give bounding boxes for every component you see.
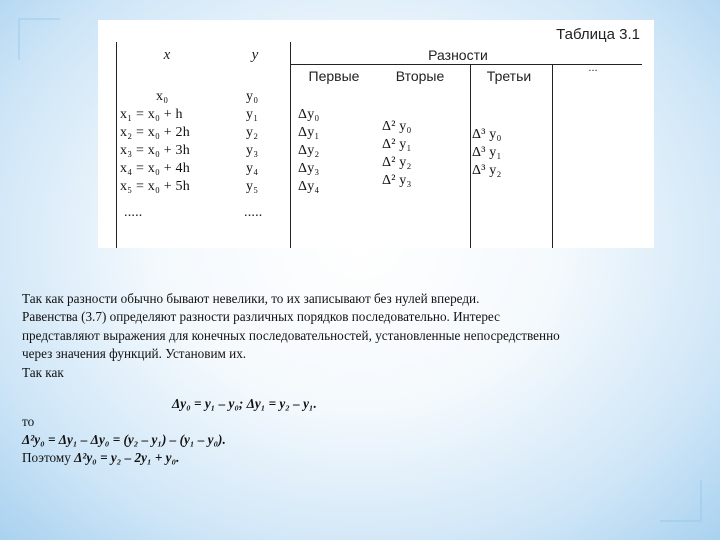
y-value: .....	[244, 205, 263, 220]
table-divider	[290, 42, 291, 248]
x-value: x₃ = x₀ + 3h	[120, 143, 190, 158]
second-difference: Δ² y₁	[382, 137, 412, 152]
word-then: то	[22, 414, 35, 429]
formula-conclusion	[22, 450, 179, 466]
paragraph-line: через значения функций. Установим их.	[22, 346, 247, 362]
first-difference: Δy₀	[298, 107, 320, 122]
y-value: y₃	[246, 143, 259, 158]
third-difference: Δ³ y₀	[472, 127, 502, 142]
table-divider	[470, 64, 471, 248]
y-value: y₁	[246, 107, 259, 122]
paragraph-line: Равенства (3.7) определяют разности различных порядков последовательно. Интерес	[22, 309, 500, 325]
subheader-second: Вторые	[395, 68, 445, 84]
therefore-label: Поэтому	[22, 450, 75, 465]
paragraph-line: представляют выражения для конечных последовательностей, установленные непосредственно	[22, 327, 560, 343]
first-difference: Δy₃	[298, 161, 320, 176]
first-difference: Δy₁	[298, 125, 320, 140]
explanation-text	[22, 290, 702, 382]
formula-first-differences: Δy₀ = y₁ – y₀; Δy₁ = y₂ – y₁.	[172, 396, 317, 411]
subheader-first: Первые	[308, 68, 360, 84]
paragraph-line: Так как разности обычно бывают невелики, то их записывают без нулей впереди.	[22, 291, 480, 306]
paragraph-line: Так как	[22, 364, 64, 380]
difference-table	[98, 20, 654, 248]
first-difference: Δy₂	[298, 143, 320, 158]
header-x: x	[163, 47, 171, 63]
x-value: x₄ = x₀ + 4h	[120, 161, 190, 176]
table-divider	[552, 64, 553, 248]
corner-decoration-top-left	[18, 18, 60, 60]
table-divider	[116, 42, 117, 248]
third-difference: Δ³ y₂	[472, 163, 502, 178]
y-value: y₀	[246, 89, 259, 104]
header-y: y	[251, 47, 259, 63]
corner-decoration-bottom-right	[660, 480, 702, 522]
third-difference: Δ³ y₁	[472, 145, 502, 160]
x-value: .....	[124, 205, 143, 220]
table-caption: Таблица 3.1	[556, 26, 640, 43]
second-difference: Δ² y₀	[382, 119, 412, 134]
x-value: x₅ = x₀ + 5h	[120, 179, 190, 194]
y-value: y₂	[246, 125, 259, 140]
header-differences: Разности	[428, 47, 488, 63]
formula-second-difference-expansion: Δ²y₀ = Δy₁ – Δy₀ = (y₂ – y₁) – (y₁ – y₀).	[22, 432, 226, 447]
formula-second-difference-result: Δ²y₀ = y₂ – 2y₁ + y₀.	[74, 450, 180, 465]
subheader-more: ...	[588, 62, 598, 74]
x-value: x₁ = x₀ + h	[120, 107, 183, 122]
x-value: x₂ = x₀ + 2h	[120, 125, 190, 140]
y-value: y₄	[246, 161, 259, 176]
x-value: x₀	[156, 89, 169, 104]
first-difference: Δy₄	[298, 179, 320, 194]
second-difference: Δ² y₃	[382, 173, 412, 188]
y-value: y₅	[246, 179, 259, 194]
second-difference: Δ² y₂	[382, 155, 412, 170]
subheader-third: Третьи	[486, 68, 532, 84]
